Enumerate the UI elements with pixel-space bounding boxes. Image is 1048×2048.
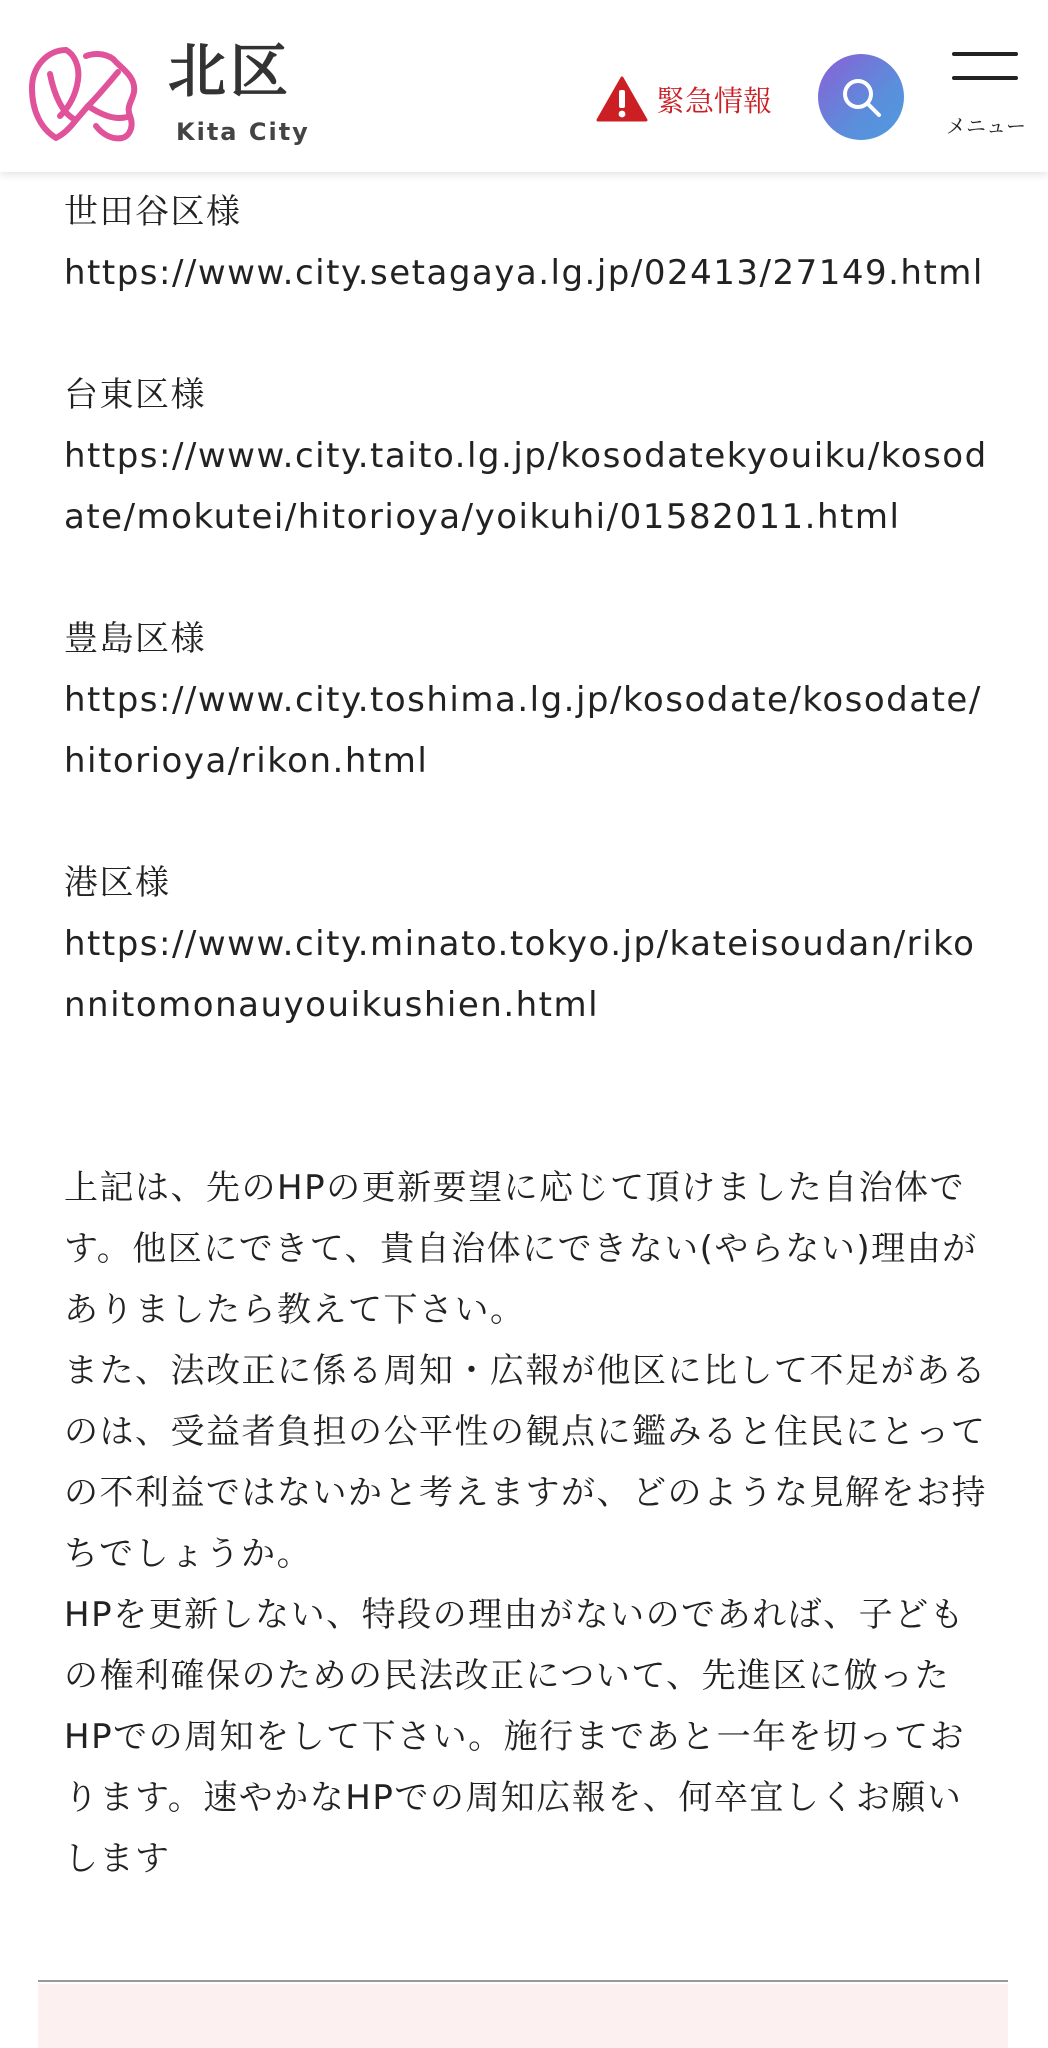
body-paragraph: 上記は、先のHPの更新要望に応じて頂けました自治体です。他区にできて、貴自治体にできない(やらない)理由がありましたら教えて下さい。 (64, 1168, 978, 1330)
site-header (0, 0, 1048, 172)
kita-city-logo-icon[interactable] (26, 44, 142, 142)
menu-button[interactable] (944, 46, 1028, 136)
link-entry-url[interactable]: https://www.city.taito.lg.jp/kosodatekyouiku/kosodate/mokutei/hitorioya/yoikuhi/01582011.html (64, 436, 988, 537)
link-entry-name: 港区様 (64, 863, 171, 903)
link-entry-name: 豊島区様 (64, 619, 206, 659)
hamburger-menu-icon (952, 76, 1018, 80)
link-entry-name: 台東区様 (64, 375, 206, 415)
spacer (64, 304, 994, 365)
spacer (64, 792, 994, 853)
body-paragraph: また、法改正に係る周知・広報が他区に比して不足があるのは、受益者負担の公平性の観点に鑑みると住民にとっての不利益ではないかと考えますが、どのような見解をお持ちでしょうか。 (64, 1351, 987, 1574)
link-entry-name: 世田谷区様 (64, 192, 242, 232)
section-divider (38, 1980, 1008, 1982)
hamburger-menu-icon (952, 52, 1018, 56)
emergency-info-label: 緊急情報 (656, 83, 773, 118)
spacer (64, 1036, 994, 1158)
brand-subtitle: Kita City (176, 118, 310, 146)
next-section-box (38, 1984, 1008, 2048)
emergency-info-link[interactable] (596, 74, 772, 124)
search-icon (839, 75, 883, 119)
link-entry-url[interactable]: https://www.city.setagaya.lg.jp/02413/27149.html (64, 253, 984, 293)
brand-name: 北区 (168, 37, 293, 105)
spacer (64, 548, 994, 609)
link-entry-url[interactable]: https://www.city.toshima.lg.jp/kosodate/kosodate/hitorioya/rikon.html (64, 680, 982, 781)
menu-label: メニュー (946, 114, 1026, 138)
warning-triangle-icon (596, 76, 648, 122)
link-entry-url[interactable]: https://www.city.minato.tokyo.jp/kateisoudan/rikonnitomonauyouikushien.html (64, 924, 976, 1025)
search-button[interactable] (818, 54, 904, 140)
main-content (64, 182, 994, 1890)
body-paragraph: HPを更新しない、特段の理由がないのであれば、子どもの権利確保のための民法改正について、先進区に倣ったHPでの周知をして下さい。施行まであと一年を切っております。速やかなHPでの周知広報を、何卒宜しくお願いします (64, 1595, 966, 1879)
